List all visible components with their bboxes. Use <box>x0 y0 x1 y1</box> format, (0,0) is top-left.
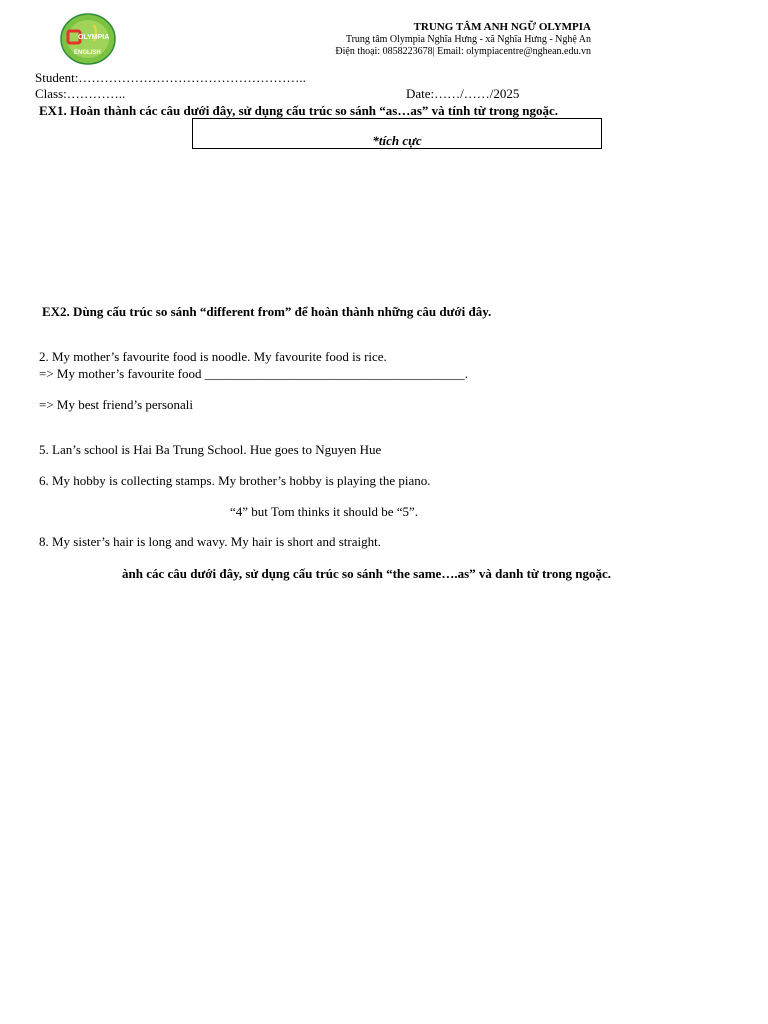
student-line: Student:…………………………………………….. <box>35 70 306 85</box>
logo-subtext: ENGLISH <box>74 50 101 56</box>
class-line: Class:………….. <box>35 86 126 101</box>
ex3-title-fragment: ành các câu dưới đây, sử dụng cấu trúc so sánh “the same….as” và danh từ trong ngoặc. <box>122 566 612 581</box>
ex2-line: 5. Lan’s school is Hai Ba Trung School. Hue goes to Nguyen Hue <box>39 442 382 457</box>
ex2-line: 2. My mother’s favourite food is noodle. My favourite food is rice. <box>39 349 387 364</box>
ex1-box <box>192 118 602 149</box>
ex2-line: => My mother’s favourite food ________________________________________. <box>39 366 468 381</box>
date-line: Date:……/……/2025 <box>406 86 520 101</box>
center-contact: Điện thoại: 0858223678| Email: olympiacentre@nghean.edu.vn <box>335 46 591 57</box>
ex1-box-label: *tích cực <box>372 133 422 148</box>
center-address: Trung tâm Olympia Nghĩa Hưng - xã Nghĩa Hưng - Nghệ An <box>345 34 591 45</box>
ex2-line: 6. My hobby is collecting stamps. My brother’s hobby is playing the piano. <box>39 473 431 488</box>
ex2-line: 8. My sister’s hair is long and wavy. My hair is short and straight. <box>39 534 381 549</box>
ex2-line: “4” but Tom thinks it should be “5”. <box>230 504 419 519</box>
center-name: TRUNG TÂM ANH NGỮ OLYMPIA <box>413 21 591 33</box>
ex1-title: EX1. Hoàn thành các câu dưới đây, sử dụng cấu trúc so sánh “as…as” và tính từ trong ngoặc. <box>39 103 559 118</box>
ex2-title: EX2. Dùng cấu trúc so sánh “different from” để hoàn thành những câu dưới đây. <box>42 304 492 319</box>
logo-text: OLYMPIA <box>78 34 110 41</box>
ex2-line: => My best friend’s personali <box>39 397 194 412</box>
